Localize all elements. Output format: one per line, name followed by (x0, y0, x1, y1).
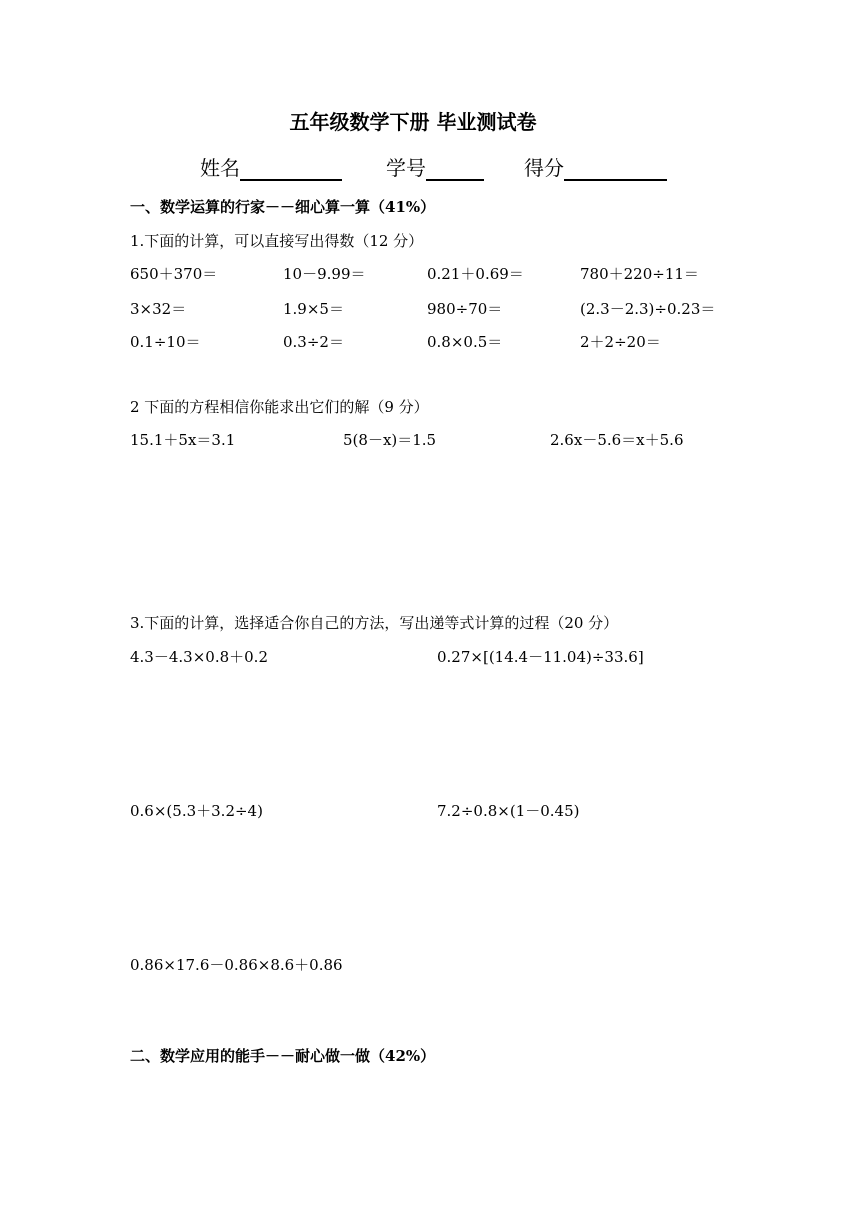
name-label: 姓名 (200, 156, 240, 180)
id-field (386, 152, 484, 181)
q1-item: 1.9×5＝ (283, 300, 344, 318)
name-blank[interactable] (240, 159, 342, 181)
id-label: 学号 (386, 156, 426, 180)
section1-heading: 一、数学运算的行家－－细心算一算（41%） (130, 198, 436, 216)
q2-equation: 15.1＋5x＝3.1 (130, 431, 236, 449)
q1-item: 3×32＝ (130, 300, 187, 318)
q1-item: (2.3－2.3)÷0.23＝ (580, 300, 716, 318)
q1-item: 2＋2÷20＝ (580, 333, 661, 351)
q1-item: 10－9.99＝ (283, 265, 366, 283)
q1-item: 0.8×0.5＝ (427, 333, 503, 351)
q3-problem: 7.2÷0.8×(1－0.45) (437, 802, 580, 820)
q1-prompt: 1.下面的计算，可以直接写出得数（12 分） (130, 232, 424, 250)
name-field (200, 152, 342, 181)
q3-problem: 0.27×[(14.4－11.04)÷33.6] (437, 648, 644, 666)
q3-problem: 4.3－4.3×0.8＋0.2 (130, 648, 268, 666)
q1-item: 980÷70＝ (427, 300, 503, 318)
q3-prompt: 3.下面的计算，选择适合你自己的方法，写出递等式计算的过程（20 分） (130, 614, 619, 632)
id-blank[interactable] (426, 159, 484, 181)
q1-item: 0.21＋0.69＝ (427, 265, 524, 283)
score-blank[interactable] (564, 159, 667, 181)
q1-item: 650＋370＝ (130, 265, 218, 283)
q1-item: 780＋220÷11＝ (580, 265, 699, 283)
q2-equation: 5(8－x)＝1.5 (343, 431, 437, 449)
q1-item: 0.3÷2＝ (283, 333, 344, 351)
score-label: 得分 (524, 156, 564, 180)
score-field (524, 152, 667, 181)
q2-prompt: 2 下面的方程相信你能求出它们的解（9 分） (130, 398, 429, 416)
q3-problem: 0.86×17.6－0.86×8.6＋0.86 (130, 956, 343, 974)
q1-item: 0.1÷10＝ (130, 333, 201, 351)
page-title: 五年级数学下册 毕业测试卷 (289, 110, 537, 134)
q3-problem: 0.6×(5.3＋3.2÷4) (130, 802, 263, 820)
section2-heading: 二、数学应用的能手－－耐心做一做（42%） (130, 1047, 436, 1065)
q2-equation: 2.6x－5.6＝x＋5.6 (550, 431, 684, 449)
